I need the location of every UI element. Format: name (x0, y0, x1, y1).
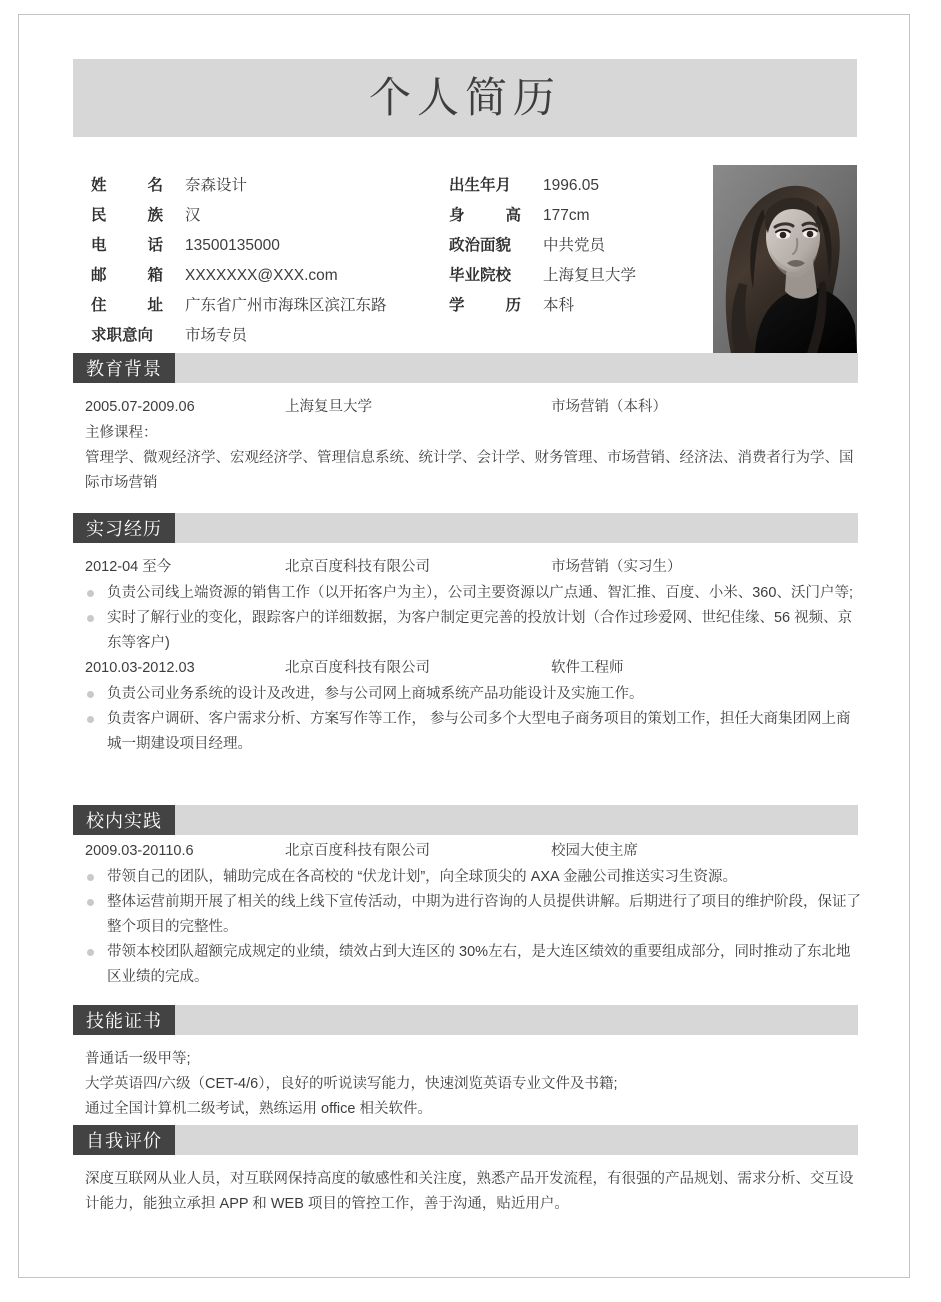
info-value-phone: 13500135000 (185, 237, 280, 254)
section-body-skills (73, 1047, 873, 1122)
info-row-job-objective (91, 323, 387, 353)
education-entry-date: 2005.07-2009.06 (85, 399, 195, 415)
bullet-dot-icon (87, 615, 94, 622)
education-entry-org: 上海复旦大学 (285, 399, 372, 415)
info-row-phone (91, 233, 387, 263)
section-bar-education (73, 353, 858, 383)
section-tag-education: 教育背景 (73, 353, 175, 383)
list-item (73, 890, 873, 940)
info-label-political-status: 政治面貌 (449, 237, 512, 254)
info-label-ethnicity: 民 族 (91, 207, 163, 224)
info-label-name: 姓 名 (91, 177, 163, 194)
bullet-dot-icon (87, 949, 94, 956)
info-label-height: 身 高 (449, 207, 521, 224)
internship-entry-org: 北京百度科技有限公司 (285, 660, 430, 676)
list-item (73, 606, 873, 656)
resume-title-banner (73, 59, 857, 137)
campus-entry-org: 北京百度科技有限公司 (285, 843, 430, 859)
info-label-email: 邮 箱 (91, 267, 163, 284)
info-value-address: 广东省广州市海珠区滨江东路 (185, 297, 387, 314)
personal-info-right-column (449, 173, 636, 323)
info-label-degree: 学 历 (449, 297, 521, 314)
list-item-text: 负责客户调研、客户需求分析、方案写作等工作， 参与公司多个大型电子商务项目的策划工作，担任大商集团网上商城一期建设项目经理。 (107, 711, 851, 752)
list-item (73, 682, 873, 707)
list-item-text: 带领自己的团队，辅助完成在各高校的 “伏龙计划”，向全球顶尖的 AXA 金融公司推送实习生资源。 (107, 869, 737, 885)
education-entry-role: 市场营销（本科） (551, 399, 667, 415)
internship-entry-row (73, 555, 873, 581)
info-value-degree: 本科 (543, 297, 575, 314)
internship-entry-row (73, 656, 873, 682)
info-value-job-objective: 市场专员 (185, 327, 248, 344)
section-tag-self-evaluation: 自我评价 (73, 1125, 175, 1155)
bullet-dot-icon (87, 716, 94, 723)
section-tag-skills: 技能证书 (73, 1005, 175, 1035)
campus-entry-date: 2009.03-20110.6 (85, 843, 194, 859)
list-item-text: 负责公司业务系统的设计及改进，参与公司网上商城系统产品功能设计及实施工作。 (107, 686, 644, 702)
info-label-birth-date: 出生年月 (449, 177, 512, 194)
section-body-internship (73, 555, 873, 757)
internship-entry (73, 656, 873, 757)
info-value-email: XXXXXXX@XXX.com (185, 267, 338, 284)
info-label-job-objective: 求职意向 (91, 327, 154, 344)
section-body-self-evaluation (73, 1167, 873, 1217)
section-bar-skills (73, 1005, 858, 1035)
info-value-birth-date: 1996.05 (543, 177, 600, 194)
internship-bullet-list (73, 682, 873, 757)
skills-line: 通过全国计算机二级考试，熟练运用 office 相关软件。 (85, 1101, 432, 1117)
info-label-university: 毕业院校 (449, 267, 512, 284)
internship-entry-org: 北京百度科技有限公司 (285, 559, 430, 575)
resume-page (18, 14, 910, 1278)
section-tag-internship: 实习经历 (73, 513, 175, 543)
section-bar-campus (73, 805, 858, 835)
skills-line: 大学英语四/六级（CET-4/6），良好的听说读写能力，快速浏览英语专业文件及书籍; (85, 1076, 618, 1092)
info-row-address (91, 293, 387, 323)
info-value-university: 上海复旦大学 (543, 267, 637, 284)
list-item-text: 实时了解行业的变化，跟踪客户的详细数据，为客户制定更完善的投放计划（合作过珍爱网、世纪佳缘、56 视频、京东等客户) (107, 610, 853, 651)
page-title: 个人简历 (368, 74, 561, 121)
personal-info-block (73, 151, 857, 344)
info-label-address: 住 址 (91, 297, 163, 314)
list-item-text: 带领本校团队超额完成规定的业绩，绩效占到大连区的 30%左右，是大连区绩效的重要组成部分，同时推动了东北地区业绩的完成。 (107, 944, 851, 985)
info-row-email (91, 263, 387, 293)
bullet-dot-icon (87, 691, 94, 698)
portrait-photo (713, 165, 857, 353)
personal-info-left-column (91, 173, 387, 353)
section-tag-campus: 校内实践 (73, 805, 175, 835)
info-value-political-status: 中共党员 (543, 237, 606, 254)
bullet-dot-icon (87, 590, 94, 597)
bullet-dot-icon (87, 899, 94, 906)
internship-entry-role: 市场营销（实习生） (551, 559, 682, 575)
info-row-degree (449, 293, 636, 323)
skills-line: 普通话一级甲等; (85, 1051, 191, 1067)
list-item (73, 865, 873, 890)
list-item-text: 负责公司线上端资源的销售工作（以开拓客户为主），公司主要资源以广点通、智汇推、百度、小米、360、沃门户等; (107, 585, 853, 601)
internship-bullet-list (73, 581, 873, 656)
education-entry-row (73, 395, 873, 421)
info-row-ethnicity (91, 203, 387, 233)
info-row-university (449, 263, 636, 293)
info-value-name: 奈森设计 (185, 177, 248, 194)
education-courses-text: 管理学、微观经济学、宏观经济学、管理信息系统、统计学、会计学、财务管理、市场营销、经济法、消费者行为学、国际市场营销 (85, 450, 854, 491)
info-row-name (91, 173, 387, 203)
info-value-height: 177cm (543, 207, 590, 224)
info-row-political-status (449, 233, 636, 263)
list-item (73, 707, 873, 757)
info-row-height (449, 203, 636, 233)
campus-entry-role: 校园大使主席 (551, 843, 638, 859)
list-item (73, 940, 873, 990)
list-item (73, 581, 873, 606)
bullet-dot-icon (87, 874, 94, 881)
section-bar-self-evaluation (73, 1125, 858, 1155)
self-evaluation-text: 深度互联网从业人员，对互联网保持高度的敏感性和关注度，熟悉产品开发流程，有很强的产品规划、需求分析、交互设计能力，能独立承担 APP 和 WEB 项目的管控工作，善于沟通，贴近用户。 (85, 1171, 854, 1212)
section-body-education (73, 395, 873, 496)
internship-entry-date: 2010.03-2012.03 (85, 660, 195, 676)
info-row-birth-date (449, 173, 636, 203)
section-body-campus (73, 839, 873, 990)
info-value-ethnicity: 汉 (185, 207, 201, 224)
internship-entry (73, 555, 873, 656)
campus-bullet-list (73, 865, 873, 990)
internship-entry-date: 2012-04 至今 (85, 559, 172, 575)
education-courses-label: 主修课程： (85, 425, 158, 441)
section-bar-internship (73, 513, 858, 543)
campus-entry-row (73, 839, 873, 865)
list-item-text: 整体运营前期开展了相关的线上线下宣传活动，中期为进行咨询的人员提供讲解。后期进行了项目的维护阶段，保证了整个项目的完整性。 (107, 894, 861, 935)
info-label-phone: 电 话 (91, 237, 163, 254)
internship-entry-role: 软件工程师 (551, 660, 624, 676)
